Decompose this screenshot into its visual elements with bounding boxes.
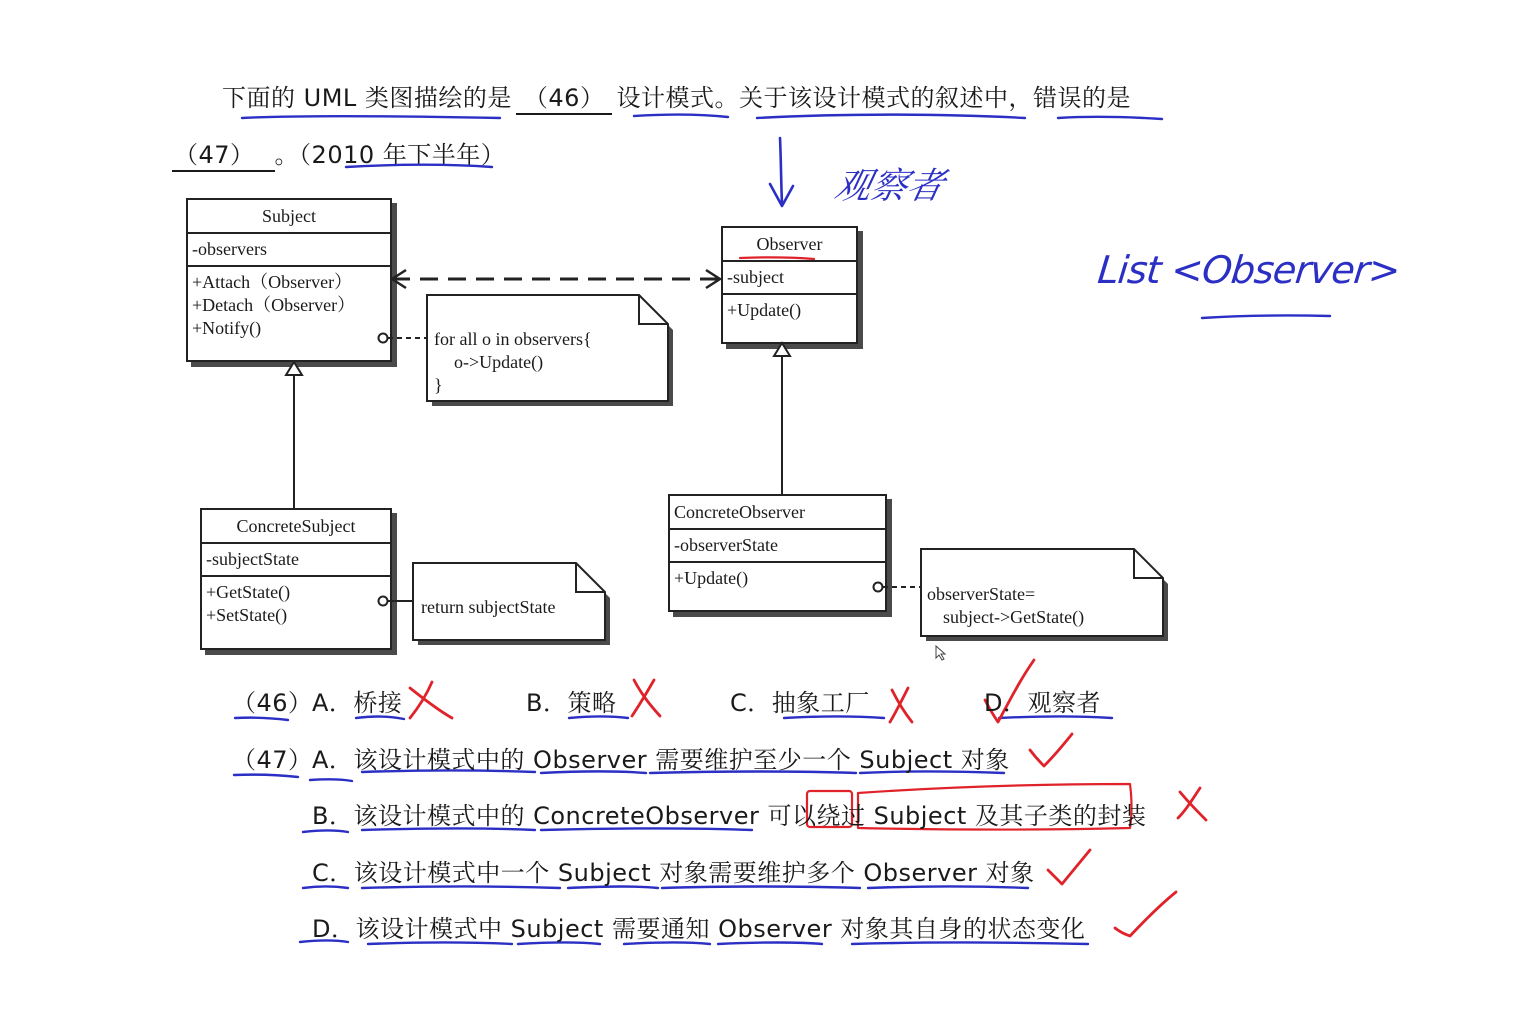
question-mid: 设计模式。关于该设计模式的叙述中，错误的是 xyxy=(616,84,1131,112)
attribute: -observers xyxy=(192,239,267,259)
mouse-cursor-icon xyxy=(936,646,945,660)
option-letter: B． xyxy=(312,802,354,830)
method: +Detach（Observer） xyxy=(192,295,356,315)
question-source: 。（2010 年下半年） xyxy=(274,141,506,169)
option-letter: D． xyxy=(312,915,356,943)
method: +Update() xyxy=(727,300,802,320)
note-connector-notify xyxy=(379,334,428,343)
option-text: 桥接 xyxy=(353,689,403,717)
attribute: -subject xyxy=(727,267,784,287)
q47-number: （47） xyxy=(232,746,313,774)
option-text: 该设计模式中 Subject 需要通知 Observer 对象其自身的状态变化 xyxy=(355,915,1086,943)
q46-option-c xyxy=(730,683,870,718)
red-cross-icon xyxy=(1178,788,1206,820)
note-line: } xyxy=(434,375,443,395)
q46-option-d xyxy=(984,683,1101,718)
class-name: ConcreteSubject xyxy=(236,516,356,536)
q46-number: （46） xyxy=(232,689,313,717)
option-text: 该设计模式中的 Observer 需要维护至少一个 Subject 对象 xyxy=(353,746,1010,774)
option-text: 该设计模式中的 ConcreteObserver 可以绕过 Subject 及其子类的封装 xyxy=(353,802,1147,830)
option-text: 抽象工厂 xyxy=(771,689,870,717)
inheritance-observer xyxy=(774,343,790,494)
q47-option-d xyxy=(312,909,1085,944)
option-letter: C． xyxy=(730,689,772,717)
red-check-icon xyxy=(1030,734,1072,766)
note-line: for all o in observers{ xyxy=(434,329,592,349)
option-letter: A． xyxy=(312,689,354,717)
note-line: o->Update() xyxy=(454,352,544,372)
method: +Update() xyxy=(674,568,749,588)
red-cross-icon xyxy=(410,682,452,718)
red-check-icon xyxy=(1048,850,1090,884)
class-name: Subject xyxy=(262,206,316,226)
option-text: 该设计模式中一个 Subject 对象需要维护多个 Observer 对象 xyxy=(353,859,1035,887)
attribute: -observerState xyxy=(674,535,778,555)
note-connector-update xyxy=(874,583,922,592)
class-name: ConcreteObserver xyxy=(674,502,805,522)
note-line: return subjectState xyxy=(421,597,556,617)
method: +Attach（Observer） xyxy=(192,272,353,292)
q46-option-b xyxy=(526,683,616,718)
association-line xyxy=(392,270,720,288)
method: +GetState() xyxy=(206,582,291,602)
red-cross-icon xyxy=(890,688,912,722)
note-getstate xyxy=(421,596,555,619)
q46-option-a xyxy=(312,683,402,718)
note-update xyxy=(927,583,1084,629)
q47-option-c xyxy=(312,853,1035,888)
inheritance-subject xyxy=(286,362,302,508)
note-line: observerState= xyxy=(927,584,1036,604)
blank-46: （46） xyxy=(516,78,613,115)
option-letter: C． xyxy=(312,859,354,887)
q47-option-a xyxy=(312,740,1010,775)
red-cross-icon xyxy=(632,680,660,716)
note-line: subject->GetState() xyxy=(943,607,1085,627)
red-check-icon xyxy=(1115,892,1176,936)
option-letter: A． xyxy=(312,746,354,774)
q47-option-b xyxy=(312,796,1146,831)
option-letter: D． xyxy=(984,689,1028,717)
option-text: 观察者 xyxy=(1027,689,1101,717)
question-intro: 下面的 UML 类图描绘的是 xyxy=(222,84,512,112)
note-connector-getstate xyxy=(379,597,414,606)
option-text: 策略 xyxy=(567,689,617,717)
class-name: Observer xyxy=(756,234,823,254)
handwritten-list-observer: List <Observer> xyxy=(1095,248,1402,292)
red-underline-observer xyxy=(740,257,814,259)
arrow-down-icon xyxy=(770,138,793,206)
note-notify xyxy=(434,328,592,397)
blank-47: （47） xyxy=(172,135,275,172)
attribute: -subjectState xyxy=(206,549,299,569)
handwritten-observer-label: 观察者 xyxy=(831,166,948,207)
method: +SetState() xyxy=(206,605,288,625)
option-letter: B． xyxy=(526,689,568,717)
method: +Notify() xyxy=(192,318,262,338)
